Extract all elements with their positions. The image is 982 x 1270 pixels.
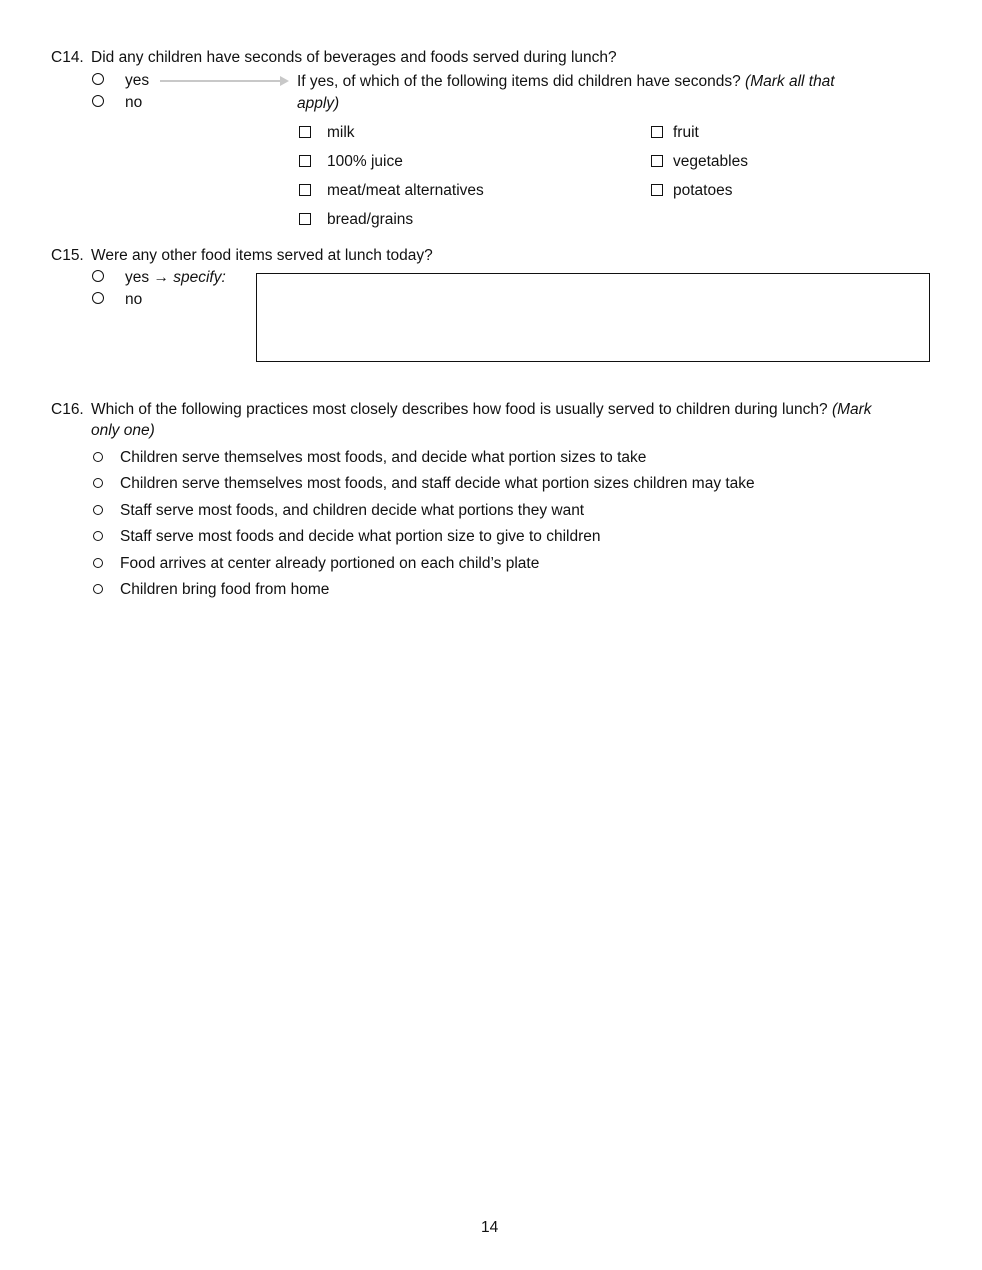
c16-option-label-6: Children bring food from home xyxy=(120,581,330,598)
item-label-milk: milk xyxy=(327,124,355,141)
c16-option-label-1: Children serve themselves most foods, and decide what portion sizes to take xyxy=(120,449,647,466)
c14-question-text: Did any children have seconds of beverages and foods served during lunch? xyxy=(91,49,617,66)
checkbox-meat[interactable] xyxy=(299,184,311,196)
checkbox-potatoes[interactable] xyxy=(651,184,663,196)
c14-yes-radio[interactable] xyxy=(92,73,104,85)
c15-no-radio[interactable] xyxy=(92,292,104,304)
c16-option-label-3: Staff serve most foods, and children decide what portions they want xyxy=(120,502,585,519)
specify-text-box[interactable] xyxy=(256,273,930,362)
c16-option-radio-6[interactable] xyxy=(93,584,103,594)
item-label-meat: meat/meat alternatives xyxy=(327,182,484,199)
c16-instruction: only one) xyxy=(91,422,155,439)
c15-number: C15. xyxy=(51,247,84,264)
c16-option-label-5: Food arrives at center already portioned on each child’s plate xyxy=(120,555,540,572)
c14-followup-instruction: apply) xyxy=(297,95,340,112)
item-label-bread: bread/grains xyxy=(327,211,414,228)
checkbox-fruit[interactable] xyxy=(651,126,663,138)
c16-option-radio-2[interactable] xyxy=(93,478,103,488)
item-label-potatoes: potatoes xyxy=(673,182,733,199)
checkbox-bread[interactable] xyxy=(299,213,311,225)
page-number: 14 xyxy=(481,1219,499,1236)
c15-yes-radio[interactable] xyxy=(92,270,104,282)
skip-arrow-line xyxy=(160,80,280,82)
item-label-fruit: fruit xyxy=(673,124,699,141)
c14-number: C14. xyxy=(51,49,84,66)
c16-question-text: Which of the following practices most closely describes how food is usually served to children during lunch? (Mark xyxy=(91,401,872,418)
checkbox-vegetables[interactable] xyxy=(651,155,663,167)
c15-yes-label: yes → specify: xyxy=(125,269,226,286)
c15-no-label: no xyxy=(125,291,143,308)
c16-number: C16. xyxy=(51,401,84,418)
item-label-juice: 100% juice xyxy=(327,153,403,170)
checkbox-juice[interactable] xyxy=(299,155,311,167)
c14-yes-label: yes xyxy=(125,72,150,89)
c14-no-label: no xyxy=(125,94,143,111)
c16-option-label-4: Staff serve most foods and decide what portion size to give to children xyxy=(120,528,601,545)
c16-option-radio-3[interactable] xyxy=(93,505,103,515)
c16-option-label-2: Children serve themselves most foods, and staff decide what portion sizes children may take xyxy=(120,475,755,492)
c16-option-radio-4[interactable] xyxy=(93,531,103,541)
c16-option-radio-5[interactable] xyxy=(93,558,103,568)
c14-no-radio[interactable] xyxy=(92,95,104,107)
skip-arrow-icon xyxy=(280,76,289,86)
c15-question-text: Were any other food items served at lunch today? xyxy=(91,247,433,264)
c16-option-radio-1[interactable] xyxy=(93,452,103,462)
right-arrow-icon: → xyxy=(153,269,169,286)
item-label-vegetables: vegetables xyxy=(673,153,748,170)
c14-followup-text: If yes, of which of the following items did children have seconds? (Mark all that xyxy=(297,73,835,90)
checkbox-milk[interactable] xyxy=(299,126,311,138)
